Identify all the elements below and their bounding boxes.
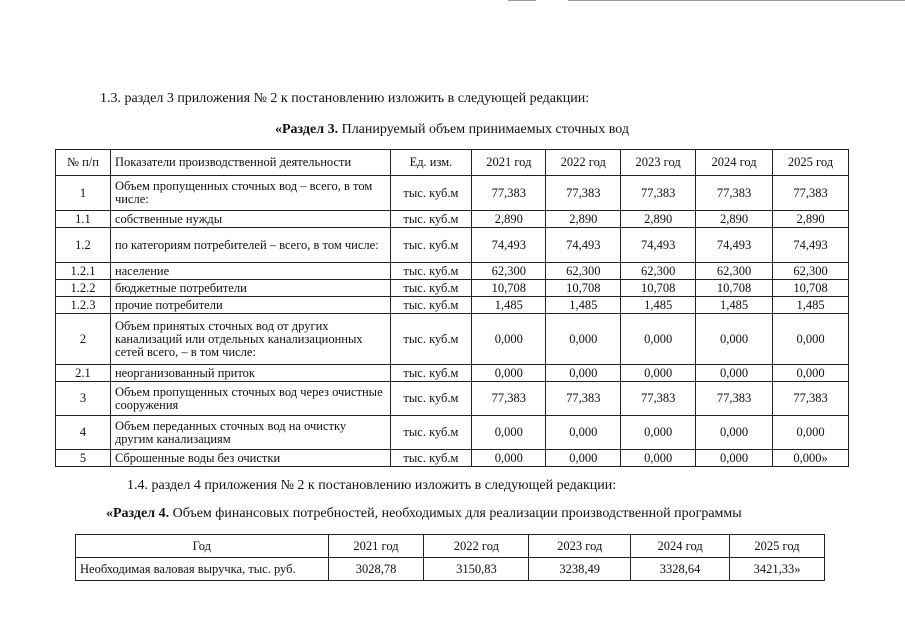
header-2021: 2021 год — [472, 150, 546, 176]
value-2021: 0,000 — [472, 365, 546, 382]
table-row — [56, 365, 849, 382]
table-row — [56, 382, 849, 416]
header-2024: 2024 год — [696, 150, 773, 176]
row-number: 1.1 — [56, 211, 111, 228]
section-3-number: «Раздел 3. — [275, 122, 339, 137]
paragraph-1-4: 1.4. раздел 4 приложения № 2 к постановлению изложить в следующей редакции: — [127, 478, 617, 493]
header-num: № п/п — [56, 150, 111, 176]
value-2023: 62,300 — [621, 263, 696, 280]
row-number: 2.1 — [56, 365, 111, 382]
value-2023: 1,485 — [621, 297, 696, 314]
unit: тыс. куб.м — [390, 176, 472, 211]
row-label: Необходимая валовая выручка, тыс. руб. — [76, 558, 329, 581]
value-2023: 0,000 — [621, 450, 696, 467]
value-2025: 77,383 — [773, 176, 849, 211]
value-2022: 0,000 — [546, 314, 621, 365]
value-2021: 74,493 — [472, 228, 546, 263]
value-2021: 77,383 — [472, 382, 546, 416]
value-2022: 0,000 — [546, 416, 621, 450]
value-2023: 74,493 — [621, 228, 696, 263]
value-2022: 3150,83 — [424, 558, 529, 581]
indicator-name: собственные нужды — [110, 211, 390, 228]
value-2025: 0,000» — [773, 450, 849, 467]
table-header-row — [56, 150, 849, 176]
value-2022: 0,000 — [546, 365, 621, 382]
value-2024: 77,383 — [696, 176, 773, 211]
header-2023: 2023 год — [621, 150, 696, 176]
table-row — [56, 176, 849, 211]
header-unit: Ед. изм. — [390, 150, 472, 176]
value-2023: 3238,49 — [529, 558, 631, 581]
value-2024: 74,493 — [696, 228, 773, 263]
header-indicator: Показатели производственной деятельности — [110, 150, 390, 176]
indicator-name: Объем пропущенных сточных вод – всего, в том числе: — [110, 176, 390, 211]
value-2023: 2,890 — [621, 211, 696, 228]
value-2025: 10,708 — [773, 280, 849, 297]
wastewater-volume-table — [55, 149, 849, 467]
row-number: 1.2.1 — [56, 263, 111, 280]
value-2025: 0,000 — [773, 365, 849, 382]
top-border-line — [568, 0, 905, 1]
value-2022: 62,300 — [546, 263, 621, 280]
value-2021: 1,485 — [472, 297, 546, 314]
unit: тыс. куб.м — [390, 280, 472, 297]
table-row — [56, 416, 849, 450]
value-2023: 77,383 — [621, 176, 696, 211]
financial-needs-table — [75, 534, 825, 581]
top-border-line — [508, 0, 536, 1]
value-2024: 1,485 — [696, 297, 773, 314]
row-number: 3 — [56, 382, 111, 416]
value-2021: 2,890 — [472, 211, 546, 228]
indicator-name: по категориям потребителей – всего, в том числе: — [110, 228, 390, 263]
indicator-name: Сброшенные воды без очистки — [110, 450, 390, 467]
unit: тыс. куб.м — [390, 228, 472, 263]
value-2022: 77,383 — [546, 382, 621, 416]
section-4-text: Объем финансовых потребностей, необходимых для реализации производственной программы — [169, 506, 742, 521]
indicator-name: Объем пропущенных сточных вод через очистные сооружения — [110, 382, 390, 416]
value-2021: 0,000 — [472, 314, 546, 365]
unit: тыс. куб.м — [390, 211, 472, 228]
value-2021: 62,300 — [472, 263, 546, 280]
header-2023: 2023 год — [529, 535, 631, 558]
value-2025: 77,383 — [773, 382, 849, 416]
value-2024: 77,383 — [696, 382, 773, 416]
value-2024: 10,708 — [696, 280, 773, 297]
row-number: 1 — [56, 176, 111, 211]
value-2022: 1,485 — [546, 297, 621, 314]
table-row — [56, 297, 849, 314]
unit: тыс. куб.м — [390, 416, 472, 450]
indicator-name: Объем переданных сточных вод на очистку другим канализациям — [110, 416, 390, 450]
header-2021: 2021 год — [328, 535, 424, 558]
header-2022: 2022 год — [546, 150, 621, 176]
value-2024: 3328,64 — [631, 558, 730, 581]
row-number: 4 — [56, 416, 111, 450]
value-2025: 0,000 — [773, 314, 849, 365]
table-header-row — [76, 535, 825, 558]
row-number: 5 — [56, 450, 111, 467]
value-2024: 0,000 — [696, 314, 773, 365]
value-2024: 0,000 — [696, 450, 773, 467]
paragraph-1-3: 1.3. раздел 3 приложения № 2 к постановлению изложить в следующей редакции: — [100, 91, 590, 106]
value-2025: 0,000 — [773, 416, 849, 450]
value-2024: 62,300 — [696, 263, 773, 280]
value-2023: 0,000 — [621, 314, 696, 365]
value-2022: 2,890 — [546, 211, 621, 228]
header-2025: 2025 год — [730, 535, 825, 558]
header-2025: 2025 год — [773, 150, 849, 176]
value-2021: 0,000 — [472, 416, 546, 450]
unit: тыс. куб.м — [390, 382, 472, 416]
unit: тыс. куб.м — [390, 450, 472, 467]
table-row — [56, 280, 849, 297]
value-2022: 74,493 — [546, 228, 621, 263]
row-number: 1.2.2 — [56, 280, 111, 297]
table-row — [56, 263, 849, 280]
value-2022: 10,708 — [546, 280, 621, 297]
section-3-text: Планируемый объем принимаемых сточных вод — [338, 122, 629, 137]
header-2024: 2024 год — [631, 535, 730, 558]
unit: тыс. куб.м — [390, 263, 472, 280]
indicator-name: бюджетные потребители — [110, 280, 390, 297]
value-2023: 0,000 — [621, 416, 696, 450]
row-number: 1.2.3 — [56, 297, 111, 314]
indicator-name: прочие потребители — [110, 297, 390, 314]
table-row — [56, 450, 849, 467]
row-number: 2 — [56, 314, 111, 365]
value-2023: 10,708 — [621, 280, 696, 297]
unit: тыс. куб.м — [390, 365, 472, 382]
value-2023: 0,000 — [621, 365, 696, 382]
value-2025: 62,300 — [773, 263, 849, 280]
value-2025: 74,493 — [773, 228, 849, 263]
value-2024: 2,890 — [696, 211, 773, 228]
section-4-title — [106, 506, 742, 522]
value-2023: 77,383 — [621, 382, 696, 416]
header-2022: 2022 год — [424, 535, 529, 558]
table-row — [76, 558, 825, 581]
row-number: 1.2 — [56, 228, 111, 263]
value-2021: 77,383 — [472, 176, 546, 211]
value-2025: 2,890 — [773, 211, 849, 228]
value-2021: 10,708 — [472, 280, 546, 297]
table-row — [56, 211, 849, 228]
table-row — [56, 314, 849, 365]
indicator-name: население — [110, 263, 390, 280]
value-2024: 0,000 — [696, 365, 773, 382]
value-2021: 3028,78 — [328, 558, 424, 581]
value-2025: 3421,33» — [730, 558, 825, 581]
section-4-number: «Раздел 4. — [106, 506, 170, 521]
value-2022: 77,383 — [546, 176, 621, 211]
value-2021: 0,000 — [472, 450, 546, 467]
unit: тыс. куб.м — [390, 314, 472, 365]
table-row — [56, 228, 849, 263]
indicator-name: неорганизованный приток — [110, 365, 390, 382]
unit: тыс. куб.м — [390, 297, 472, 314]
header-year: Год — [76, 535, 329, 558]
indicator-name: Объем принятых сточных вод от других канализаций или отдельных канализационных сетей всего, – в том числе: — [110, 314, 390, 365]
value-2024: 0,000 — [696, 416, 773, 450]
value-2025: 1,485 — [773, 297, 849, 314]
section-3-title — [275, 122, 629, 138]
value-2022: 0,000 — [546, 450, 621, 467]
